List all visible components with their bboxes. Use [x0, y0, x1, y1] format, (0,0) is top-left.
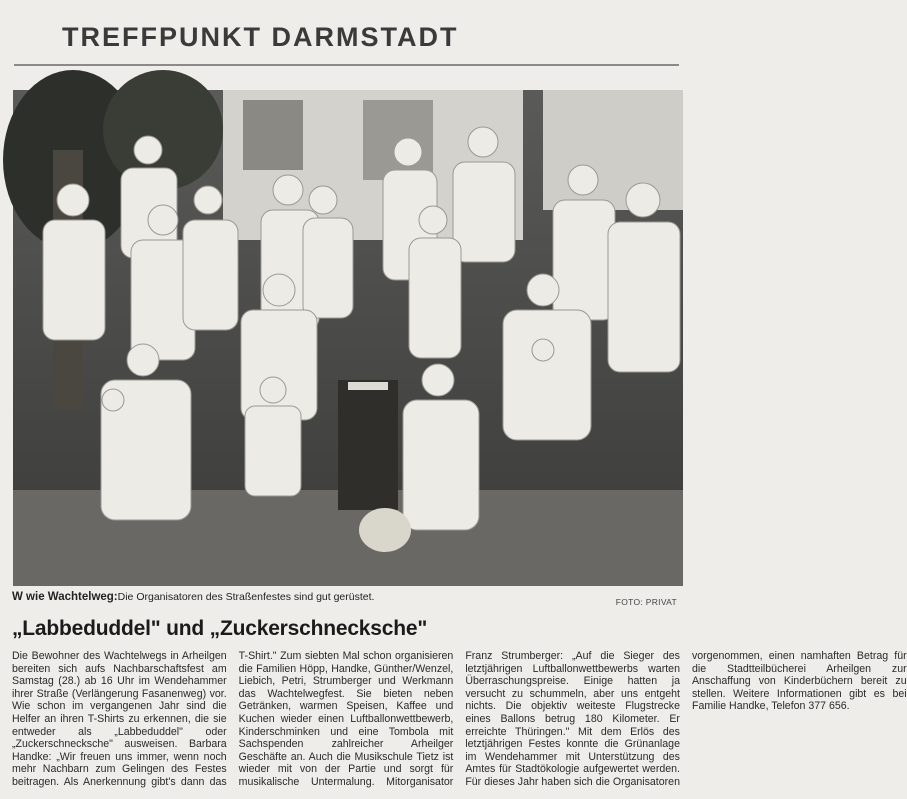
caption-lead: W wie Wachtelweg:	[12, 591, 118, 603]
group-photo-illustration	[13, 90, 683, 586]
photo-credit: FOTO: PRIVAT	[615, 597, 677, 607]
group-photo	[13, 90, 683, 586]
article-body	[12, 650, 907, 796]
photo-caption	[12, 591, 552, 603]
article-text: Die Bewohner des Wachtelwegs in Arheilgen bereiten sich aufs Nachbarschaftsfest am Samstag (28.) ab 16 Uhr im Wendehammer ihrer Straße (Verlängerung Fasanenweg) vor. Wie schon im vergangenen Jahr sind die Helfer an ihren T-Shirts zu erkennen, die sie entweder als „Labbeduddel" oder „Zuckerschnecksche" ausweisen. Barbara Handke: „Wir freuen uns immer, wenn noch mehr Nachbarn zum Gelingen des Festes beitragen. Als Anerkennung gibt's dann das T-Shirt." Zum siebten Mal schon organisieren die Familien Höpp, Handke, Günther/Wenzel, Liebich, Petri, Strumberger und Werkmann das Wachtelwegfest. Sie bieten neben Getränken, warmen Speisen, Kaffee und Kuchen wieder einen Luftballonwettbewerb, Kinderschminken und eine Tombola mit Sachspenden zahlreicher Arheilger Geschäfte an. Auch die Musikschule Tietz ist wieder mit von der Partie und sorgt für musikalische Untermalung. Mitorganisator Franz Strumberger: „Auf die Sieger des letztjährigen Luftballonwettbewerbs warten Überraschungspreise. Einige hatten ja versucht zu schummeln, aber uns entgeht nichts. Die objektiv weiteste Flugstrecke eines Ballons betrug 180 Kilometer. Er erreichte Thüringen." Mit dem Erlös des letztjährigen Festes konnte die Grünanlage im Wendehammer mit Unterstützung des Amtes für Stadtökologie aufgewertet werden. Für dieses Jahr haben sich die Organisatoren vorgenommen, einen namhaften Betrag für die Stadtteilbücherei Arheilgen zur Anschaffung von Kinderbüchern bereit zu stellen. Weitere Informationen gibt es bei Familie Handke, Telefon 377 656.	[12, 650, 907, 788]
section-title: TREFFPUNKT DARMSTADT	[62, 22, 459, 52]
article-headline: „Labbeduddel" und „Zuckerschnecksche"	[12, 617, 428, 640]
section-divider	[14, 64, 679, 66]
caption-text: Die Organisatoren des Straßenfestes sind gut gerüstet.	[117, 591, 375, 603]
